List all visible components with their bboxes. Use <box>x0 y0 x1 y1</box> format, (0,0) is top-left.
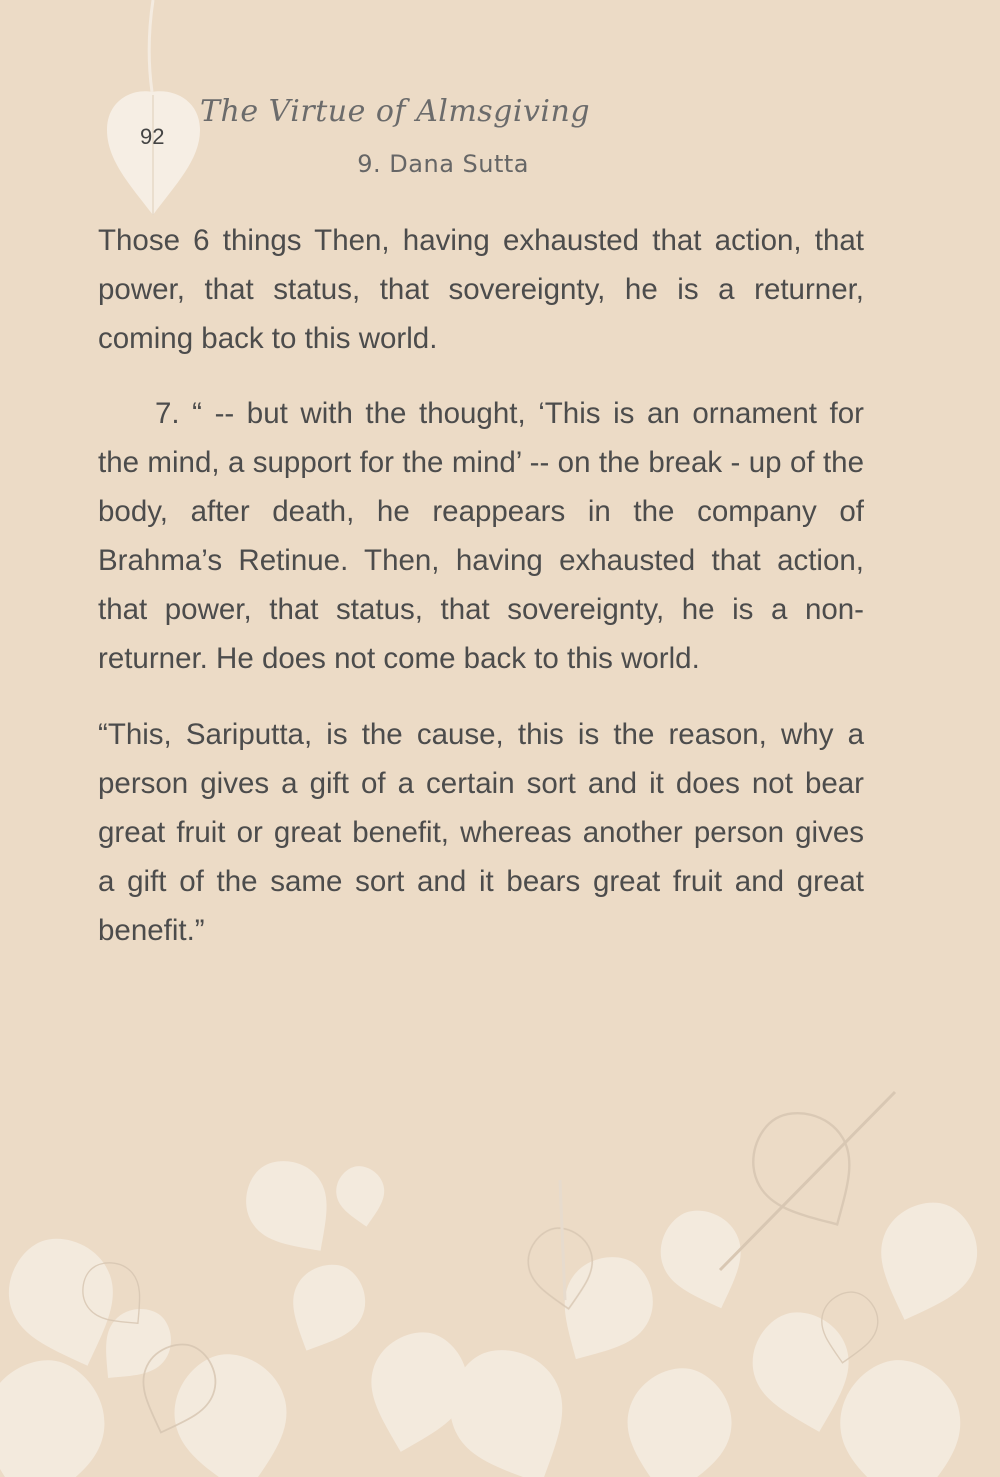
page-number: 92 <box>140 124 165 149</box>
chapter-title: 9. Dana Sutta <box>357 150 529 178</box>
header-leaf-icon <box>95 0 215 230</box>
paragraph-1: Those 6 things Then, having exhausted that action, that power, that status, that sovereignty, he is a returner, coming back to this world. <box>98 224 864 355</box>
book-title: The Virtue of Almsgiving <box>200 94 591 129</box>
paragraph-3: “This, Sariputta, is the cause, this is the reason, why a person gives a gift of a certain sort and it does not bear great fruit or great benefit, whereas another person gives a gift of the same sort and it bears great fruit and great benefit.” <box>98 718 864 947</box>
paragraph-2: 7. “ -- but with the thought, ‘This is an ornament for the mind, a support for the mind’ -- on the break - up of the body, after death, he reappears in the company of Brahma’s Retinue. Then, having exhausted that action, that power, that status, that sovereignty, he is a non-returner. He does not come back to this world. <box>98 397 864 675</box>
